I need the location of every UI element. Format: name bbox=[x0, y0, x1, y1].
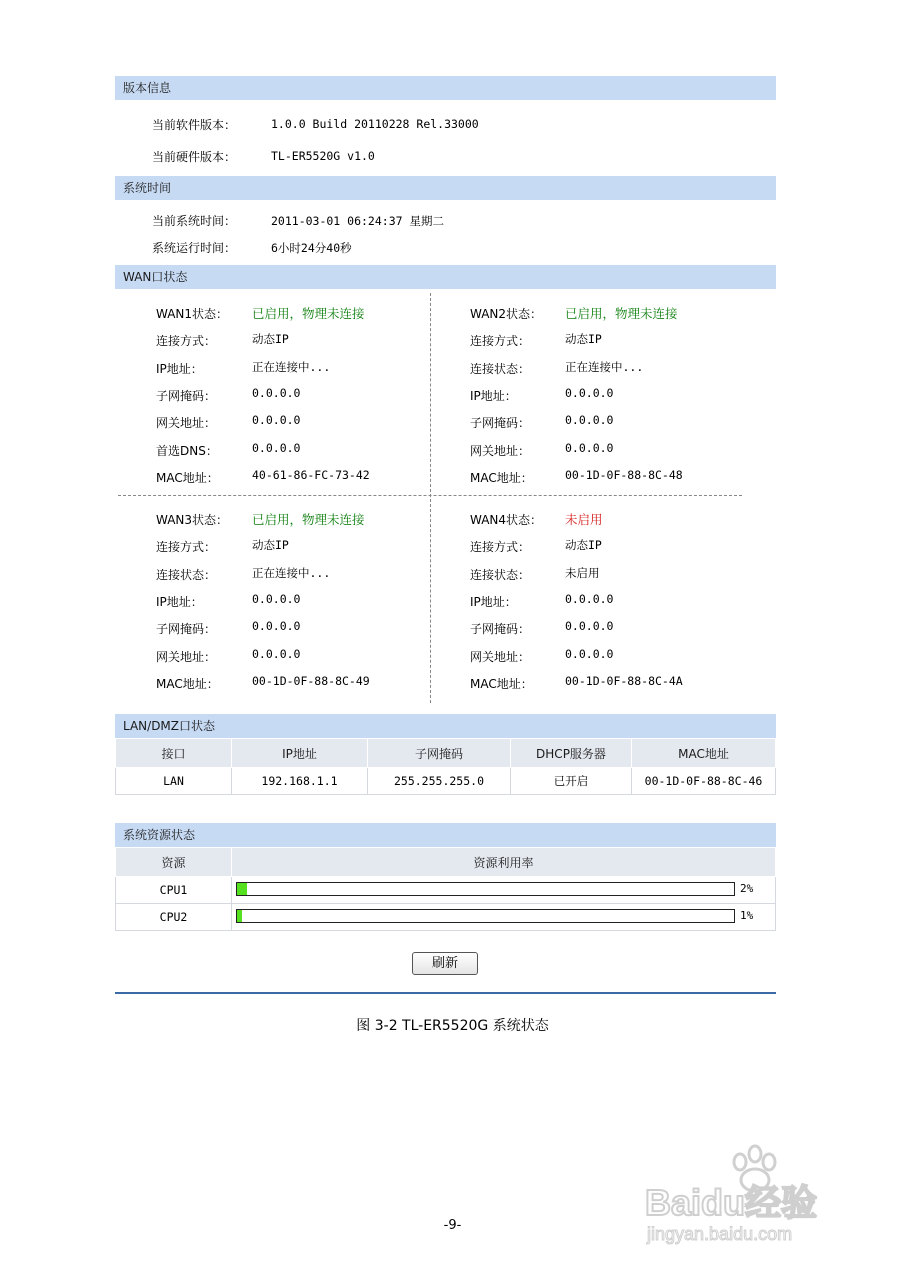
wan3-field-value: 正在连接中... bbox=[252, 566, 331, 580]
resource-section-header: 系统资源状态 bbox=[115, 823, 776, 847]
wan3-field-value: 00-1D-0F-88-8C-49 bbox=[252, 674, 370, 688]
wan2-field-value: 00-1D-0F-88-8C-48 bbox=[565, 468, 683, 482]
version-section-header: 版本信息 bbox=[115, 76, 776, 100]
lan-col-interface: 接口 bbox=[116, 739, 232, 768]
wan3-field-value: 0.0.0.0 bbox=[252, 647, 301, 661]
cpu2-usage-fill bbox=[237, 910, 242, 922]
lan-section-header: LAN/DMZ口状态 bbox=[115, 714, 776, 738]
wan1-field-value: 0.0.0.0 bbox=[252, 441, 301, 455]
wan4-field-value: 0.0.0.0 bbox=[565, 592, 614, 606]
wan3-field-value: 动态IP bbox=[252, 538, 289, 552]
wan3-field-label: MAC地址： bbox=[156, 677, 219, 691]
wan2-field-value: 0.0.0.0 bbox=[565, 413, 614, 427]
wan1-field-value: 动态IP bbox=[252, 332, 289, 346]
wan4-field-label: 网关地址： bbox=[470, 650, 531, 664]
wan2-field-label: IP地址： bbox=[470, 389, 517, 403]
wan1-field-label: 子网掩码： bbox=[156, 389, 217, 403]
resource-col-usage: 资源利用率 bbox=[232, 848, 776, 877]
cpu1-name-cell: CPU1 bbox=[116, 877, 232, 904]
wan4-field-label: 连接状态： bbox=[470, 568, 531, 582]
wan3-field-label: IP地址： bbox=[156, 595, 203, 609]
table-row bbox=[116, 877, 776, 904]
baidu-watermark-logo bbox=[645, 1140, 855, 1250]
hardware-version-value: TL-ER5520G v1.0 bbox=[271, 149, 375, 163]
wan2-field-value: 0.0.0.0 bbox=[565, 441, 614, 455]
software-version-value: 1.0.0 Build 20110228 Rel.33000 bbox=[271, 117, 479, 131]
wan3-field-label: WAN3状态： bbox=[156, 513, 229, 527]
resource-table-header-row bbox=[116, 848, 776, 877]
cpu1-usage-bar bbox=[236, 882, 735, 896]
wan4-field-label: IP地址： bbox=[470, 595, 517, 609]
wan2-field-label: 网关地址： bbox=[470, 444, 531, 458]
wan1-field-value: 40-61-86-FC-73-42 bbox=[252, 468, 370, 482]
software-version-label: 当前软件版本： bbox=[152, 118, 237, 132]
wan4-field-label: MAC地址： bbox=[470, 677, 533, 691]
wan-horizontal-divider bbox=[118, 495, 742, 496]
wan1-field-label: WAN1状态： bbox=[156, 307, 229, 321]
wan4-field-value: 动态IP bbox=[565, 538, 602, 552]
lan-interface-cell: LAN bbox=[116, 768, 232, 795]
cpu2-usage-cell bbox=[232, 904, 776, 931]
wan1-field-value: 正在连接中... bbox=[252, 360, 331, 374]
resource-col-name: 资源 bbox=[116, 848, 232, 877]
wan3-field-label: 连接状态： bbox=[156, 568, 217, 582]
wan3-status-value: 已启用，物理未连接 bbox=[252, 512, 365, 527]
wan-vertical-divider bbox=[430, 293, 431, 703]
wan1-field-label: MAC地址： bbox=[156, 471, 219, 485]
wan3-field-value: 0.0.0.0 bbox=[252, 619, 301, 633]
table-row bbox=[116, 768, 776, 795]
lan-dhcp-cell: 已开启 bbox=[511, 768, 632, 795]
hardware-version-label: 当前硬件版本： bbox=[152, 150, 237, 164]
cpu1-usage-cell bbox=[232, 877, 776, 904]
current-time-label: 当前系统时间： bbox=[152, 214, 237, 228]
systime-section-header: 系统时间 bbox=[115, 176, 776, 200]
lan-col-mac: MAC地址 bbox=[632, 739, 776, 768]
wan4-field-label: 子网掩码： bbox=[470, 622, 531, 636]
wan4-field-value: 0.0.0.0 bbox=[565, 647, 614, 661]
lan-col-dhcp: DHCP服务器 bbox=[511, 739, 632, 768]
wan1-field-value: 0.0.0.0 bbox=[252, 386, 301, 400]
wan1-field-label: 首选DNS： bbox=[156, 444, 218, 458]
lan-col-ip: IP地址 bbox=[232, 739, 368, 768]
wan4-status-value: 未启用 bbox=[565, 512, 603, 527]
wan2-field-label: 子网掩码： bbox=[470, 416, 531, 430]
cpu2-usage-percent: 1% bbox=[740, 909, 754, 922]
cpu2-name-cell: CPU2 bbox=[116, 904, 232, 931]
wan3-field-label: 连接方式： bbox=[156, 540, 217, 554]
lan-table-header-row bbox=[116, 739, 776, 768]
wan4-field-label: WAN4状态： bbox=[470, 513, 543, 527]
table-row bbox=[116, 904, 776, 931]
wan4-field-value: 0.0.0.0 bbox=[565, 619, 614, 633]
watermark-url-text: jingyan.baidu.com bbox=[647, 1224, 793, 1244]
wan-section-header: WAN口状态 bbox=[115, 265, 776, 289]
wan2-field-label: 连接方式： bbox=[470, 334, 531, 348]
wan4-field-label: 连接方式： bbox=[470, 540, 531, 554]
lan-mac-cell: 00-1D-0F-88-8C-46 bbox=[632, 768, 776, 795]
wan1-field-label: 连接方式： bbox=[156, 334, 217, 348]
wan2-status-value: 已启用，物理未连接 bbox=[565, 306, 678, 321]
wan2-field-value: 动态IP bbox=[565, 332, 602, 346]
wan1-status-value: 已启用，物理未连接 bbox=[252, 306, 365, 321]
wan2-field-label: WAN2状态： bbox=[470, 307, 543, 321]
cpu2-usage-bar bbox=[236, 909, 735, 923]
uptime-value: 6小时24分40秒 bbox=[271, 241, 352, 255]
resource-table bbox=[115, 847, 776, 931]
wan2-field-label: 连接状态： bbox=[470, 362, 531, 376]
wan4-field-value: 00-1D-0F-88-8C-4A bbox=[565, 674, 683, 688]
wan3-field-label: 子网掩码： bbox=[156, 622, 217, 636]
wan3-field-value: 0.0.0.0 bbox=[252, 592, 301, 606]
wan4-field-value: 未启用 bbox=[565, 566, 600, 580]
page-number: -9- bbox=[443, 1218, 462, 1233]
current-time-value: 2011-03-01 06:24:37 星期二 bbox=[271, 214, 444, 228]
wan2-field-value: 0.0.0.0 bbox=[565, 386, 614, 400]
watermark-brand-text: Baidu经验 bbox=[645, 1182, 818, 1223]
cpu1-usage-fill bbox=[237, 883, 247, 895]
cpu1-usage-percent: 2% bbox=[740, 882, 754, 895]
wan3-field-label: 网关地址： bbox=[156, 650, 217, 664]
wan1-field-value: 0.0.0.0 bbox=[252, 413, 301, 427]
lan-mask-cell: 255.255.255.0 bbox=[368, 768, 511, 795]
refresh-button[interactable]: 刷新 bbox=[412, 952, 478, 975]
wan1-field-label: IP地址： bbox=[156, 362, 203, 376]
bottom-divider bbox=[115, 992, 776, 994]
wan2-field-value: 正在连接中... bbox=[565, 360, 644, 374]
figure-caption: 图 3-2 TL-ER5520G 系统状态 bbox=[356, 1018, 549, 1034]
lan-ip-cell: 192.168.1.1 bbox=[232, 768, 368, 795]
lan-table bbox=[115, 738, 776, 795]
wan1-field-label: 网关地址： bbox=[156, 416, 217, 430]
uptime-label: 系统运行时间： bbox=[152, 241, 237, 255]
lan-col-mask: 子网掩码 bbox=[368, 739, 511, 768]
wan2-field-label: MAC地址： bbox=[470, 471, 533, 485]
